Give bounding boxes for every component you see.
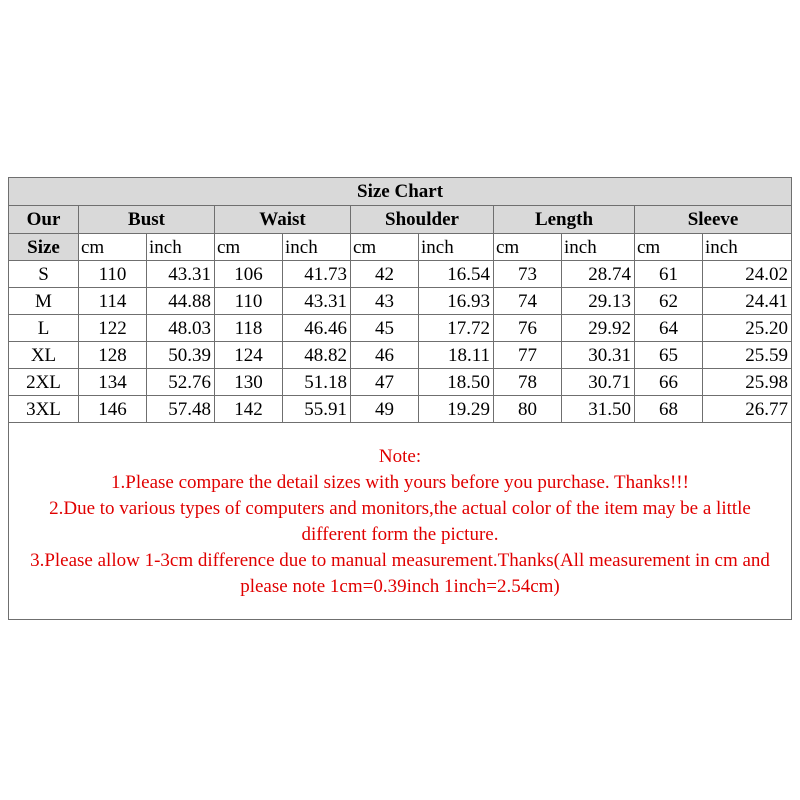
cm-value-cell: 66	[635, 369, 703, 396]
inch-value-cell: 29.13	[562, 288, 635, 315]
inch-value-cell: 30.31	[562, 342, 635, 369]
cm-value-cell: 134	[79, 369, 147, 396]
unit-label-inch: inch	[419, 234, 494, 261]
size-cell: 2XL	[9, 369, 79, 396]
table-row	[9, 369, 792, 396]
inch-value-cell: 25.59	[703, 342, 792, 369]
note-line: 1.Please compare the detail sizes with yours before you purchase. Thanks!!!	[111, 472, 689, 493]
inch-value-cell: 25.98	[703, 369, 792, 396]
unit-label-inch: inch	[562, 234, 635, 261]
unit-label-inch: inch	[147, 234, 215, 261]
table-row	[9, 396, 792, 423]
inch-value-cell: 52.76	[147, 369, 215, 396]
cm-value-cell: 142	[215, 396, 283, 423]
inch-value-cell: 44.88	[147, 288, 215, 315]
size-chart-table	[8, 177, 792, 423]
inch-value-cell: 48.03	[147, 315, 215, 342]
inch-value-cell: 48.82	[283, 342, 351, 369]
cm-value-cell: 77	[494, 342, 562, 369]
cm-value-cell: 64	[635, 315, 703, 342]
cm-value-cell: 146	[79, 396, 147, 423]
size-cell: M	[9, 288, 79, 315]
column-group-shoulder: Shoulder	[351, 206, 494, 234]
cm-value-cell: 42	[351, 261, 419, 288]
note-line: different form the picture.	[301, 524, 499, 545]
cm-value-cell: 45	[351, 315, 419, 342]
cm-value-cell: 78	[494, 369, 562, 396]
unit-label-cm: cm	[351, 234, 419, 261]
size-cell: S	[9, 261, 79, 288]
cm-value-cell: 46	[351, 342, 419, 369]
cm-value-cell: 124	[215, 342, 283, 369]
inch-value-cell: 26.77	[703, 396, 792, 423]
inch-value-cell: 24.41	[703, 288, 792, 315]
cm-value-cell: 61	[635, 261, 703, 288]
inch-value-cell: 24.02	[703, 261, 792, 288]
inch-value-cell: 25.20	[703, 315, 792, 342]
table-row	[9, 261, 792, 288]
column-group-sleeve: Sleeve	[635, 206, 792, 234]
inch-value-cell: 46.46	[283, 315, 351, 342]
cm-value-cell: 128	[79, 342, 147, 369]
cm-value-cell: 49	[351, 396, 419, 423]
cm-value-cell: 73	[494, 261, 562, 288]
cm-value-cell: 62	[635, 288, 703, 315]
cm-value-cell: 68	[635, 396, 703, 423]
cm-value-cell: 106	[215, 261, 283, 288]
notes-block	[9, 444, 791, 600]
inch-value-cell: 41.73	[283, 261, 351, 288]
inch-value-cell: 43.31	[283, 288, 351, 315]
unit-label-cm: cm	[215, 234, 283, 261]
column-group-length: Length	[494, 206, 635, 234]
note-line: please note 1cm=0.39inch 1inch=2.54cm)	[240, 576, 560, 597]
inch-value-cell: 18.11	[419, 342, 494, 369]
inch-value-cell: 18.50	[419, 369, 494, 396]
table-row	[9, 288, 792, 315]
inch-value-cell: 50.39	[147, 342, 215, 369]
unit-label-cm: cm	[635, 234, 703, 261]
note-heading: Note:	[378, 446, 422, 467]
cm-value-cell: 74	[494, 288, 562, 315]
cm-value-cell: 110	[215, 288, 283, 315]
inch-value-cell: 43.31	[147, 261, 215, 288]
cm-value-cell: 47	[351, 369, 419, 396]
inch-value-cell: 51.18	[283, 369, 351, 396]
table-row	[9, 342, 792, 369]
cm-value-cell: 76	[494, 315, 562, 342]
unit-label-cm: cm	[79, 234, 147, 261]
cm-value-cell: 65	[635, 342, 703, 369]
size-header-bottom: Size	[9, 234, 79, 261]
inch-value-cell: 17.72	[419, 315, 494, 342]
column-group-bust: Bust	[79, 206, 215, 234]
inch-value-cell: 16.93	[419, 288, 494, 315]
size-cell: L	[9, 315, 79, 342]
note-line: 3.Please allow 1-3cm difference due to manual measurement.Thanks(All measurement in cm and	[30, 550, 770, 571]
chart-title: Size Chart	[9, 178, 792, 206]
cm-value-cell: 80	[494, 396, 562, 423]
cm-value-cell: 43	[351, 288, 419, 315]
size-cell: XL	[9, 342, 79, 369]
inch-value-cell: 19.29	[419, 396, 494, 423]
inch-value-cell: 29.92	[562, 315, 635, 342]
unit-label-inch: inch	[283, 234, 351, 261]
cm-value-cell: 118	[215, 315, 283, 342]
inch-value-cell: 28.74	[562, 261, 635, 288]
unit-label-inch: inch	[703, 234, 792, 261]
cm-value-cell: 110	[79, 261, 147, 288]
inch-value-cell: 16.54	[419, 261, 494, 288]
inch-value-cell: 57.48	[147, 396, 215, 423]
inch-value-cell: 55.91	[283, 396, 351, 423]
column-group-waist: Waist	[215, 206, 351, 234]
table-row	[9, 315, 792, 342]
cm-value-cell: 122	[79, 315, 147, 342]
note-line: 2.Due to various types of computers and monitors,the actual color of the item may be a little	[49, 498, 751, 519]
cm-value-cell: 114	[79, 288, 147, 315]
inch-value-cell: 31.50	[562, 396, 635, 423]
unit-label-cm: cm	[494, 234, 562, 261]
cm-value-cell: 130	[215, 369, 283, 396]
size-chart	[8, 177, 792, 620]
size-cell: 3XL	[9, 396, 79, 423]
inch-value-cell: 30.71	[562, 369, 635, 396]
size-header-top: Our	[9, 206, 79, 234]
